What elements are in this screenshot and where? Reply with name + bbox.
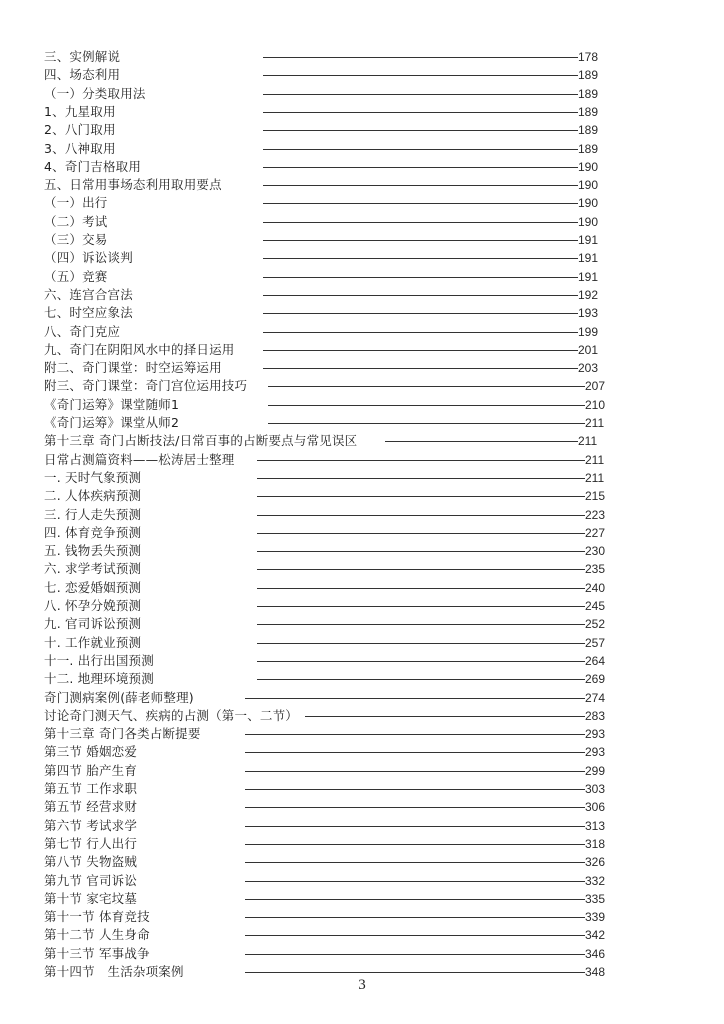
toc-entry: [0, 48, 724, 66]
toc-leader-line: [263, 332, 578, 333]
toc-entry-title: 第十三章 奇门各类占断提要: [44, 726, 201, 742]
toc-leader-line: [257, 533, 585, 534]
toc-entry-page: 332: [585, 873, 606, 888]
toc-entry: [0, 103, 724, 121]
toc-entry-title: 一. 天时气象预测: [44, 469, 142, 485]
toc-entry: [0, 451, 724, 469]
toc-entry-title: 4、奇门吉格取用: [44, 158, 142, 174]
toc-leader-line: [263, 368, 578, 369]
toc-entry: [0, 304, 724, 322]
toc-leader-line: [245, 734, 585, 735]
toc-entry-title: 第五节 工作求职: [44, 781, 138, 796]
toc-entry-title: 三、实例解说: [44, 49, 121, 64]
toc-entry-page: 189: [578, 123, 599, 138]
toc-entry-title: 讨论奇门测天气、疾病的占测（第一、二节）: [44, 707, 299, 723]
toc-entry-page: 313: [585, 818, 606, 833]
toc-entry: [0, 798, 724, 816]
toc-entry: [0, 890, 724, 908]
toc-entry-title: 附二、奇门课堂：时空运筹运用: [44, 360, 222, 376]
toc-entry-page: 348: [585, 965, 606, 979]
toc-entry-page: 227: [585, 525, 606, 540]
toc-entry-page: 190: [578, 178, 599, 193]
toc-entry-title: 第十一节 体育竞技: [44, 909, 150, 925]
toc-entry-title: 二. 人体疾病预测: [44, 488, 142, 504]
toc-leader-line: [245, 698, 585, 699]
toc-entry-page: 269: [585, 672, 606, 687]
toc-leader-line: [245, 771, 585, 772]
toc-entry: [0, 469, 724, 487]
toc-leader-line: [245, 862, 585, 863]
toc-entry-page: 306: [585, 800, 606, 815]
toc-entry: [0, 743, 724, 761]
toc-entry: [0, 579, 724, 597]
toc-entry-title: 第四节 胎产生育: [44, 762, 138, 778]
toc-leader-line: [268, 423, 585, 424]
toc-entry: [0, 689, 724, 707]
toc-leader-line: [305, 716, 585, 717]
toc-leader-line: [263, 203, 578, 204]
toc-leader-line: [257, 643, 585, 644]
toc-leader-line: [257, 606, 585, 607]
toc-entry-page: 293: [585, 745, 606, 760]
toc-entry-title: 九. 官司诉讼预测: [44, 616, 142, 632]
toc-entry: [0, 85, 724, 103]
toc-leader-line: [245, 917, 585, 918]
toc-entry: [0, 908, 724, 926]
toc-entry-page: 303: [585, 782, 606, 796]
toc-entry: [0, 249, 724, 267]
toc-entry-title: 第十节 家宅坟墓: [44, 890, 138, 906]
toc-entry: [0, 377, 724, 395]
toc-leader-line: [257, 588, 585, 589]
toc-leader-line: [245, 826, 585, 827]
toc-entry: [0, 542, 724, 560]
toc-entry: [0, 926, 724, 944]
toc-leader-line: [263, 94, 578, 95]
toc-entry: [0, 762, 724, 780]
toc-entry: [0, 432, 724, 450]
toc-entry-page: 211: [585, 470, 605, 485]
toc-entry-title: 日常占测篇资料——松涛居士整理: [44, 451, 235, 467]
toc-leader-line: [257, 478, 585, 479]
toc-leader-line: [263, 277, 578, 278]
toc-entry-title: 六. 求学考试预测: [44, 561, 142, 577]
toc-leader-line: [263, 112, 578, 113]
toc-entry-title: 四. 体育竞争预测: [44, 524, 142, 540]
toc-entry: [0, 213, 724, 231]
toc-entry-page: 201: [578, 342, 599, 357]
toc-leader-line: [385, 441, 578, 442]
toc-entry: [0, 817, 724, 835]
toc-leader-line: [263, 149, 578, 150]
toc-leader-line: [263, 295, 578, 296]
toc-entry-page: 190: [578, 196, 599, 211]
toc-leader-line: [263, 130, 578, 131]
toc-entry-title: 十二. 地理环境预测: [44, 671, 154, 687]
toc-entry: [0, 725, 724, 743]
toc-entry-title: 十一. 出行出国预测: [44, 652, 154, 668]
toc-entry-page: 199: [578, 324, 599, 339]
toc-entry-title: 十. 工作就业预测: [44, 634, 142, 650]
toc-entry-page: 189: [578, 68, 599, 83]
toc-entry: [0, 670, 724, 688]
toc-entry-title: 七、时空应象法: [44, 305, 133, 321]
toc-entry-title: 附三、奇门课堂：奇门宫位运用技巧: [44, 378, 248, 394]
toc-entry: [0, 66, 724, 84]
toc-entry-page: 191: [578, 251, 599, 266]
toc-entry-title: 第十四节 生活杂项案例: [44, 964, 184, 979]
toc-entry: [0, 176, 724, 194]
toc-leader-line: [245, 844, 585, 845]
toc-leader-line: [257, 624, 585, 625]
toc-entry-page: 211: [585, 452, 605, 467]
toc-entry-title: 《奇门运筹》课堂随师1: [44, 396, 180, 412]
toc-entry-title: 第三节 婚姻恋爱: [44, 744, 138, 760]
toc-entry: [0, 835, 724, 853]
toc-entry-title: 四、场态利用: [44, 67, 121, 83]
toc-leader-line: [257, 515, 585, 516]
toc-entry: [0, 652, 724, 670]
toc-entry: [0, 634, 724, 652]
toc-entry: [0, 140, 724, 158]
toc-leader-line: [268, 386, 585, 387]
toc-leader-line: [245, 899, 585, 900]
toc-leader-line: [257, 569, 585, 570]
toc-entry: [0, 780, 724, 798]
toc-entry-page: 252: [585, 617, 606, 632]
toc-entry-page: 235: [585, 562, 606, 577]
toc-entry-page: 190: [578, 214, 599, 229]
toc-leader-line: [245, 954, 585, 955]
toc-leader-line: [263, 57, 578, 58]
toc-leader-line: [263, 258, 578, 259]
toc-entry-title: 八. 怀孕分娩预测: [44, 598, 142, 613]
toc-entry-page: 342: [585, 928, 606, 943]
toc-entry-page: 326: [585, 855, 606, 870]
toc-entry-page: 192: [578, 287, 599, 302]
toc-entry: [0, 158, 724, 176]
toc-entry-title: 第五节 经营求财: [44, 799, 138, 815]
toc-entry: [0, 323, 724, 341]
toc-entry-page: 223: [585, 507, 606, 522]
toc-entry-page: 211: [585, 416, 605, 430]
toc-entry-page: 230: [585, 544, 606, 559]
toc-entry-title: （四）诉讼谈判: [44, 250, 133, 266]
toc-entry-page: 215: [585, 489, 606, 504]
toc-entry-title: 第七节 行人出行: [44, 835, 138, 851]
toc-leader-line: [245, 972, 585, 973]
toc-entry: [0, 597, 724, 615]
toc-entry-page: 299: [585, 763, 606, 778]
toc-leader-line: [263, 185, 578, 186]
toc-entry: [0, 487, 724, 505]
toc-leader-line: [245, 881, 585, 882]
toc-entry-title: 五. 钱物丢失预测: [44, 543, 142, 559]
toc-entry-page: 189: [578, 141, 599, 156]
toc-leader-line: [245, 789, 585, 790]
toc-entry-page: 191: [578, 233, 599, 247]
toc-leader-line: [263, 75, 578, 76]
toc-entry-title: 六、连宫合宫法: [44, 286, 133, 302]
toc-entry-page: 189: [578, 86, 599, 101]
toc-entry-title: 《奇门运筹》课堂从师2: [44, 415, 180, 430]
toc-entry: [0, 872, 724, 890]
toc-entry: [0, 414, 724, 432]
toc-leader-line: [263, 167, 578, 168]
toc-leader-line: [263, 222, 578, 223]
toc-leader-line: [257, 679, 585, 680]
toc-entry-page: 257: [585, 635, 606, 650]
toc-entry-page: 274: [585, 690, 606, 705]
toc-entry: [0, 194, 724, 212]
toc-entry-page: 245: [585, 599, 606, 613]
toc-entry-page: 178: [578, 50, 599, 64]
toc-leader-line: [263, 350, 578, 351]
toc-entry-page: 211: [578, 434, 598, 449]
toc-entry-page: 264: [585, 653, 606, 668]
toc-entry-title: 第六节 考试求学: [44, 817, 138, 833]
toc-entry-title: 第八节 失物盗贼: [44, 854, 138, 870]
toc-entry-title: 五、日常用事场态利用取用要点: [44, 177, 222, 193]
toc-entry-page: 190: [578, 159, 599, 174]
toc-entry-title: 1、九星取用: [44, 103, 116, 119]
toc-entry-title: （一）分类取用法: [44, 85, 146, 101]
toc-entry: [0, 286, 724, 304]
toc-entry-page: 318: [585, 836, 606, 851]
toc-entry: [0, 121, 724, 139]
toc-entry: [0, 396, 724, 414]
toc-entry: [0, 231, 724, 249]
toc-leader-line: [257, 551, 585, 552]
toc-leader-line: [263, 240, 578, 241]
toc-entry: [0, 707, 724, 725]
toc-entry-page: 283: [585, 708, 606, 723]
toc-entry: [0, 359, 724, 377]
toc-entry: [0, 268, 724, 286]
toc-entry-title: 奇门测病案例(薛老师整理): [44, 689, 194, 705]
toc-entry-title: （三）交易: [44, 232, 108, 247]
toc-entry: [0, 560, 724, 578]
toc-entry-title: 第九节 官司诉讼: [44, 872, 138, 888]
toc-leader-line: [268, 405, 585, 406]
toc-entry-page: 210: [585, 397, 606, 412]
toc-entry-title: （五）竞赛: [44, 268, 108, 284]
toc-entry-page: 203: [578, 361, 599, 376]
toc-entry-title: 三. 行人走失预测: [44, 506, 142, 522]
toc-entry-title: 2、八门取用: [44, 122, 116, 138]
toc-entry-page: 189: [578, 104, 599, 119]
toc-entry-page: 240: [585, 580, 606, 595]
toc-entry-page: 335: [585, 891, 606, 906]
toc-entry-page: 191: [578, 269, 599, 284]
toc-entry-title: 第十三章 奇门占断技法/日常百事的占断要点与常见误区: [44, 433, 358, 449]
toc-entry-title: 第十二节 人生身命: [44, 927, 150, 943]
toc-leader-line: [257, 496, 585, 497]
toc-entry-page: 193: [578, 306, 599, 321]
toc-entry: [0, 524, 724, 542]
toc-leader-line: [257, 460, 585, 461]
toc-entry-title: 七. 恋爱婚姻预测: [44, 579, 142, 595]
toc-leader-line: [263, 313, 578, 314]
toc-entry-title: （二）考试: [44, 213, 108, 229]
toc-leader-line: [257, 661, 585, 662]
toc-entry-title: 九、奇门在阴阳风水中的择日运用: [44, 341, 235, 357]
toc-leader-line: [245, 935, 585, 936]
toc-entry-page: 207: [585, 379, 606, 394]
toc-entry: [0, 853, 724, 871]
toc-entry-title: 第十三节 军事战争: [44, 945, 150, 961]
toc-entry: [0, 615, 724, 633]
toc-entry-page: 293: [585, 727, 606, 742]
toc-entry-title: 八、奇门克应: [44, 323, 121, 339]
toc-entry-page: 339: [585, 910, 606, 925]
toc-entry: [0, 341, 724, 359]
toc-leader-line: [245, 807, 585, 808]
page-number: 3: [358, 977, 366, 993]
toc-entry-title: 3、八神取用: [44, 140, 116, 156]
toc-entry: [0, 506, 724, 524]
toc-entry-page: 346: [585, 946, 606, 961]
toc-entry: [0, 945, 724, 963]
toc-entry-title: （一）出行: [44, 195, 108, 211]
toc-leader-line: [245, 752, 585, 753]
